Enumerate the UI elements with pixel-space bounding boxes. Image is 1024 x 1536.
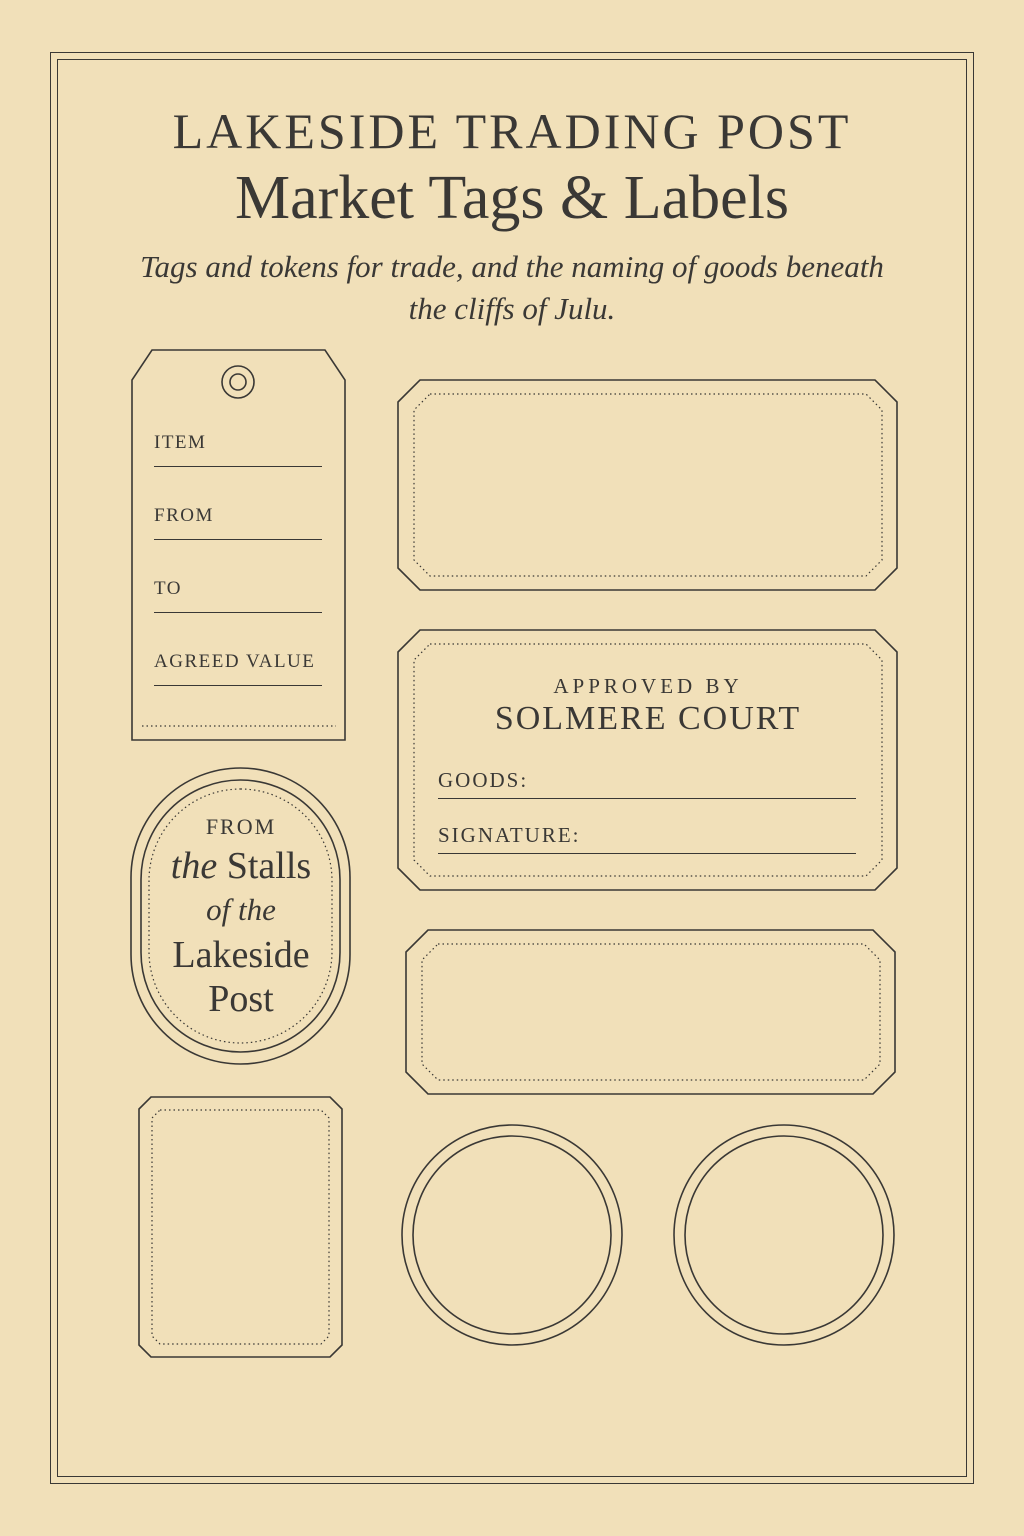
approved-by-caption: APPROVED BY [553, 674, 743, 698]
rect-label-outline [139, 1097, 342, 1357]
tag-field-to: TO [154, 578, 322, 613]
oval-line-lakeside: Lakeside [172, 934, 310, 976]
oval-line-stalls [130, 844, 352, 888]
blank-label-2 [406, 930, 895, 1094]
oval-line-post: Post [208, 978, 274, 1020]
page-title: Market Tags & Labels [234, 164, 790, 232]
oval-line-from: FROM [205, 814, 277, 839]
round-label-1 [402, 1125, 622, 1345]
brand-title: LAKESIDE TRADING POST [172, 103, 852, 159]
tag-field-item: ITEM [154, 432, 322, 467]
tagline: Tags and tokens for trade, and the naming of goods beneath the cliffs of Julu. [140, 249, 884, 326]
blank-label-1 [398, 380, 897, 590]
round-label-2 [674, 1125, 894, 1345]
goods-label: GOODS: [438, 768, 529, 792]
tag-field-from: FROM [154, 505, 322, 540]
goods-field [438, 768, 856, 799]
oval-line-of-the: of the [206, 892, 276, 927]
signature-field [438, 823, 856, 854]
oval-line-stalls-text: the Stalls [170, 845, 312, 887]
approver-name: SOLMERE COURT [494, 700, 802, 737]
signature-label: SIGNATURE: [438, 823, 581, 847]
tag-field-agreed-value: AGREED VALUE [154, 651, 322, 686]
